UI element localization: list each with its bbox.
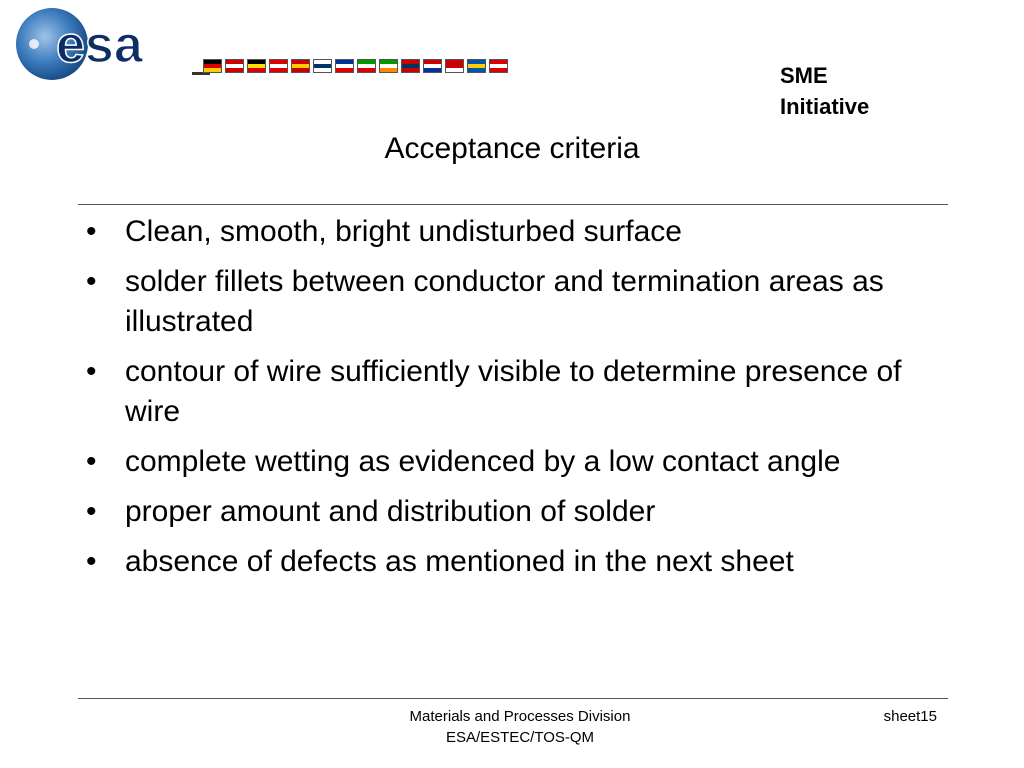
flag-icon (467, 59, 486, 73)
bullet-dot: • (86, 215, 97, 248)
svg-text:esa: esa (56, 16, 143, 74)
bullet-text: Clean, smooth, bright undisturbed surface (125, 215, 682, 248)
flag-icon (291, 59, 310, 73)
flag-icon (357, 59, 376, 73)
flag-icon (423, 59, 442, 73)
bullet-dot: • (86, 265, 97, 298)
bullet-text: solder fillets between conductor and termination areas as illustrated (125, 265, 884, 338)
flag-icon (313, 59, 332, 73)
flag-icon (379, 59, 398, 73)
esa-logo (12, 6, 532, 86)
bullet-text: absence of defects as mentioned in the next sheet (125, 545, 794, 578)
bullet-text: proper amount and distribution of solder (125, 495, 656, 528)
footer-department: ESA/ESTEC/TOS-QM (445, 729, 595, 746)
initiative-line-2: Initiative (780, 94, 870, 119)
footer-division: Materials and Processes Division (409, 708, 631, 725)
flag-icon (225, 59, 244, 73)
member-state-flags (203, 59, 508, 73)
bullet-list (80, 212, 940, 592)
flag-icon (489, 59, 508, 73)
flag-icon (335, 59, 354, 73)
flag-icon (247, 59, 266, 73)
bullet-dot: • (86, 355, 97, 388)
bullet-dot: • (86, 545, 97, 578)
bullet-item (80, 542, 940, 582)
top-divider (78, 204, 948, 205)
footer-affiliation (360, 706, 680, 748)
slide-title: Acceptance criteria (384, 132, 640, 165)
bullet-item (80, 442, 940, 482)
sme-initiative-label (780, 60, 869, 122)
flag-icon (203, 59, 222, 73)
bullet-item (80, 352, 940, 432)
flag-icon (269, 59, 288, 73)
bottom-divider (78, 698, 948, 699)
bullet-dot: • (86, 495, 97, 528)
initiative-line-1: SME (780, 63, 828, 88)
flag-icon (401, 59, 420, 73)
bullet-item (80, 262, 940, 342)
bullet-item (80, 492, 940, 532)
flag-icon (445, 59, 464, 73)
bullet-item (80, 212, 940, 252)
sheet-number: sheet15 (883, 708, 937, 725)
bullet-dot: • (86, 445, 97, 478)
bullet-text: contour of wire sufficiently visible to determine presence of wire (125, 355, 902, 428)
bullet-text: complete wetting as evidenced by a low contact angle (125, 445, 841, 478)
